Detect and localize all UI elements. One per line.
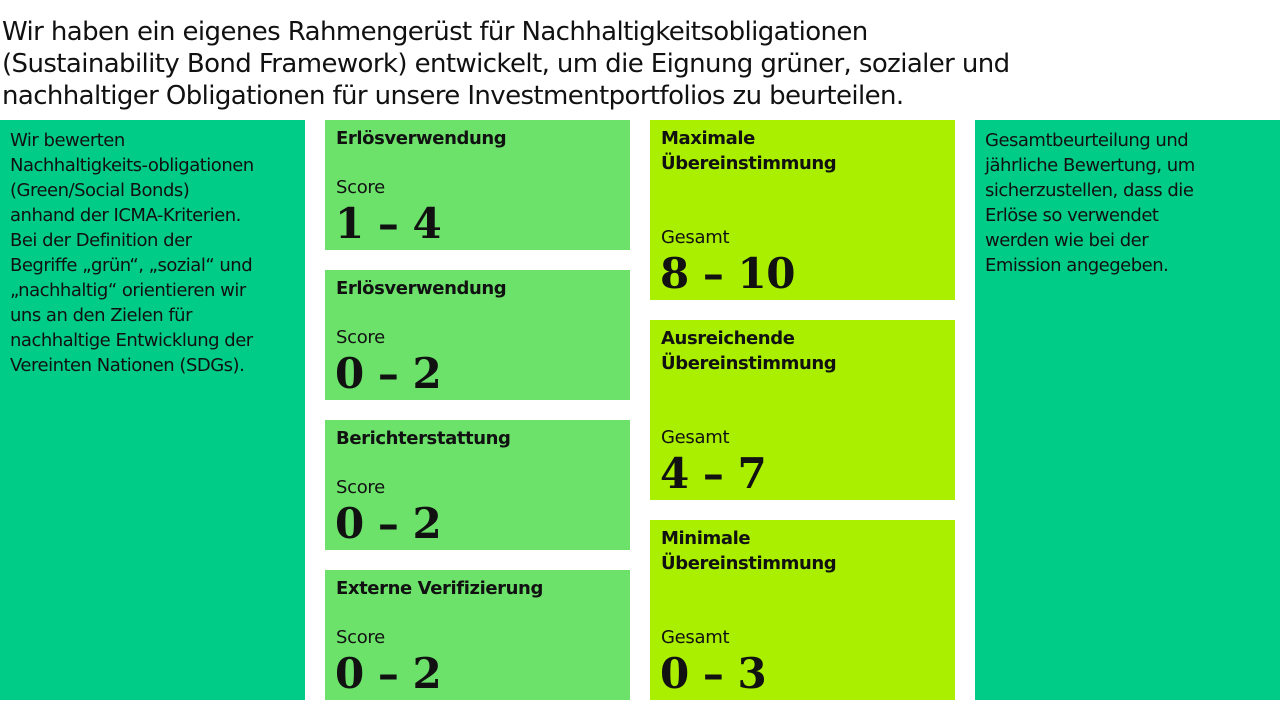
criterion-box-use-of-proceeds-1 bbox=[325, 120, 630, 250]
annual-review-panel bbox=[975, 120, 1280, 700]
rating-box-maximum bbox=[650, 120, 955, 300]
criterion-box-reporting bbox=[325, 420, 630, 550]
rating-total-label: Gesamt bbox=[661, 627, 730, 648]
criterion-score-label: Score bbox=[336, 327, 385, 348]
rating-title: Minimale Übereinstimmung bbox=[661, 528, 837, 574]
criterion-score-range: 0 – 2 bbox=[335, 649, 442, 698]
rating-total-range: 0 – 3 bbox=[660, 649, 767, 698]
rating-title: Maximale Übereinstimmung bbox=[661, 128, 837, 174]
criterion-score-label: Score bbox=[336, 477, 385, 498]
rating-total-range: 4 – 7 bbox=[660, 449, 767, 498]
rating-total-label: Gesamt bbox=[661, 427, 730, 448]
criterion-box-external-verification bbox=[325, 570, 630, 700]
annual-review-text: Gesamtbeurteilung und jährliche Bewertung, um sicherzustellen, dass die Erlöse so verwendet werden wie bei der Emission angegeben. bbox=[985, 130, 1195, 276]
page-headline bbox=[2, 16, 1272, 112]
headline-line-2: (Sustainability Bond Framework) entwickelt, um die Eignung grüner, sozialer und bbox=[2, 49, 1010, 79]
criterion-score-range: 1 – 4 bbox=[335, 199, 442, 248]
headline-line-3: nachhaltiger Obligationen für unsere Investmentportfolios zu beurteilen. bbox=[2, 81, 904, 111]
headline-line-1: Wir haben ein eigenes Rahmengerüst für Nachhaltigkeitsobligationen bbox=[2, 17, 868, 47]
criterion-score-label: Score bbox=[336, 627, 385, 648]
criterion-score-range: 0 – 2 bbox=[335, 499, 442, 548]
rating-box-sufficient bbox=[650, 320, 955, 500]
rating-box-minimum bbox=[650, 520, 955, 700]
rating-total-range: 8 – 10 bbox=[660, 249, 795, 298]
criterion-title: Externe Verifizierung bbox=[336, 578, 543, 599]
criterion-score-range: 0 – 2 bbox=[335, 349, 442, 398]
criterion-title: Berichterstattung bbox=[336, 428, 511, 449]
criterion-title: Erlösverwendung bbox=[336, 128, 507, 149]
criterion-box-use-of-proceeds-2 bbox=[325, 270, 630, 400]
assessment-intro-text: Wir bewerten Nachhaltigkeits-obligationen (Green/Social Bonds) anhand der ICMA-Kriterien. Bei der Definition der Begriffe „grün“, „sozial“ und „nachhaltig“ orientieren wir uns an den Zielen für nachhaltige Entwicklung der Vereinten Nationen (SDGs). bbox=[10, 130, 254, 376]
assessment-intro-panel bbox=[0, 120, 305, 700]
criterion-title: Erlösverwendung bbox=[336, 278, 507, 299]
rating-title: Ausreichende Übereinstimmung bbox=[661, 328, 837, 374]
criterion-score-label: Score bbox=[336, 177, 385, 198]
rating-total-label: Gesamt bbox=[661, 227, 730, 248]
